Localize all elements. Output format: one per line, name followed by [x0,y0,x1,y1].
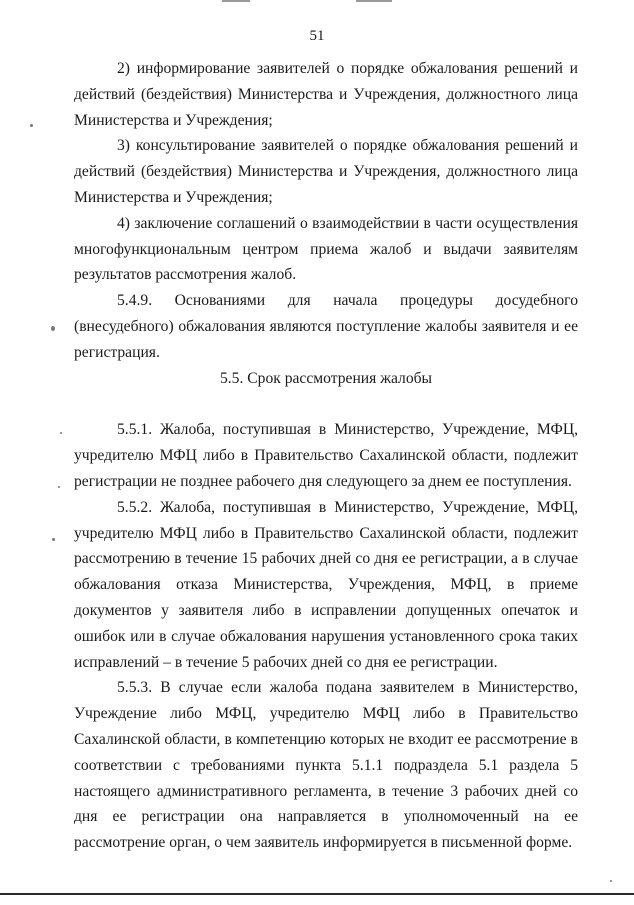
scan-speck [610,880,612,882]
paragraph-5-4-9: 5.4.9. Основаниями для начала процедуры досудебного (внесудебного) обжалования являются поступление жалобы заявителя и ее регистрация. [74,292,578,361]
page-number: 51 [309,28,325,44]
document-body [74,56,578,856]
paragraph-item-3: 3) консультирование заявителей о порядке обжалования решений и действий (бездействия) Министерства и Учреждения, должностного лица Министерства и Учреждения; [74,137,578,206]
scan-speck [52,538,55,541]
paragraph-5-5-3: 5.5.3. В случае если жалоба подана заявителем в Министерство, Учреждение либо МФЦ, учредителю МФЦ либо в Правительство Сахалинской области, в компетенцию которых не входит ее рассмотрение в соответствии с требованиями пункта 5.1.1 подраздела 5.1 раздела 5 настоящего административного регламента, в течение 3 рабочих дней со дня ее регистрации она направляется в уполномоченный на ее рассмотрение орган, о чем заявитель информируется в письменной форме. [74,679,578,852]
scan-speck [58,486,60,488]
paragraph-item-2: 2) информирование заявителей о порядке обжалования решений и действий (бездействия) Министерства и Учреждения, должностного лица Министерства и Учреждения; [74,60,578,129]
paragraph-5-5-1: 5.5.1. Жалоба, поступившая в Министерство, Учреждение, МФЦ, учредителю МФЦ либо в Правительство Сахалинской области, подлежит регистрации не позднее рабочего дня следующего за днем ее поступления. [74,421,578,490]
scan-artifact [356,0,392,2]
paragraph-item-4: 4) заключение соглашений о взаимодействии в части осуществления многофункциональным центром приема жалоб и выдачи заявителям результатов рассмотрения жалоб. [74,214,578,284]
section-heading: 5.5. Срок рассмотрения жалобы [219,369,433,387]
blank-line [74,391,578,417]
scan-speck [51,326,55,331]
paragraph-5-5-2: 5.5.2. Жалоба, поступившая в Министерство, Учреждение, МФЦ, учредителю МФЦ либо в Правительство Сахалинской области, подлежит рассмотрению в течение 15 рабочих дней со дня ее регистрации, а в случае обжалования отказа Министерства, Учреждения, МФЦ, в приеме документов у заявителя либо в исправлении допущенных опечаток и ошибок или в случае обжалования нарушения установленного срока таких исправлений – в течение 5 рабочих дней со дня ее регистрации. [74,498,578,671]
scan-speck [30,124,33,127]
scan-artifact [222,0,250,2]
scan-speck [60,432,62,434]
scan-edge-line [0,893,634,895]
